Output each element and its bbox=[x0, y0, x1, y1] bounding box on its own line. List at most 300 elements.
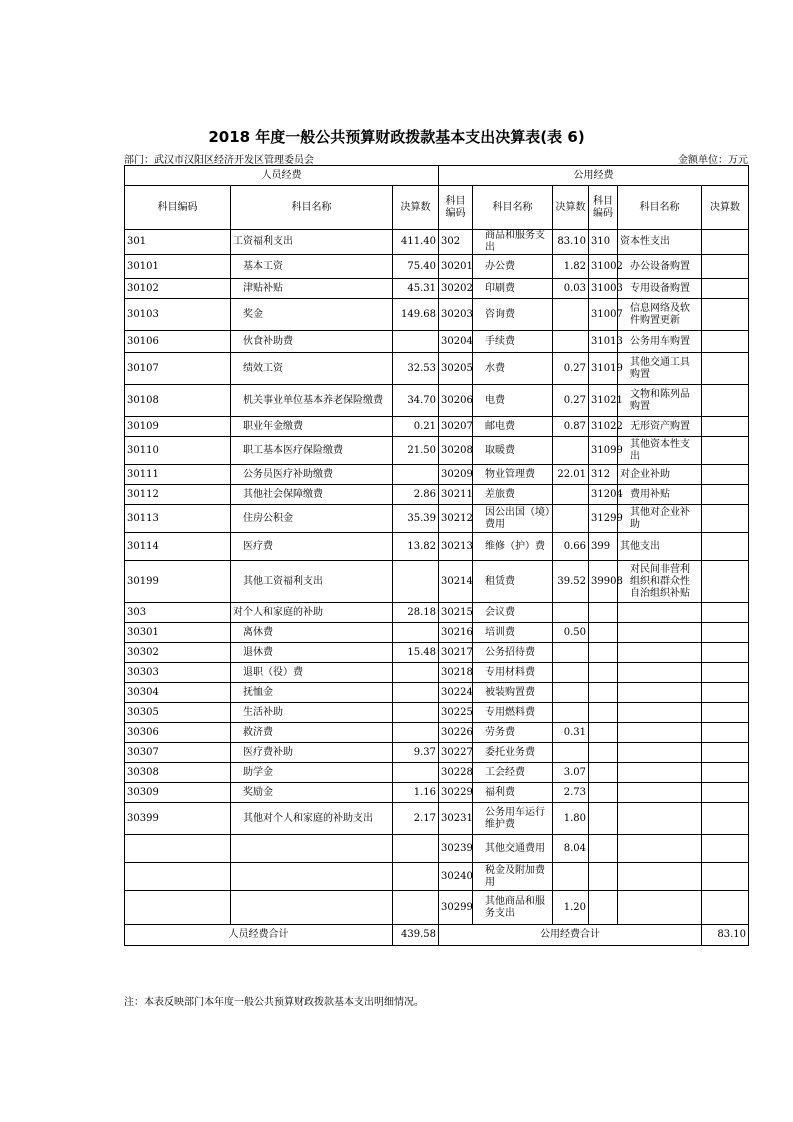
capital-code: 39908 bbox=[589, 561, 618, 603]
public-amount: 0.31 bbox=[553, 723, 589, 743]
personnel-name: 住房公积金 bbox=[231, 505, 393, 533]
public-amount bbox=[553, 603, 589, 623]
personnel-name bbox=[231, 891, 393, 925]
personnel-name: 抚恤金 bbox=[231, 683, 393, 703]
public-amount bbox=[553, 299, 589, 331]
public-name: 被装购置费 bbox=[473, 683, 553, 703]
public-code: 30224 bbox=[439, 683, 473, 703]
public-name: 因公出国（境）费用 bbox=[473, 505, 553, 533]
personnel-name: 奖励金 bbox=[231, 783, 393, 803]
capital-amount bbox=[702, 623, 749, 643]
capital-amount bbox=[702, 353, 749, 385]
public-name: 其他商品和服务支出 bbox=[473, 891, 553, 925]
capital-name: 其他资本性支出 bbox=[618, 437, 702, 465]
public-amount: 0.50 bbox=[553, 623, 589, 643]
personnel-code: 30199 bbox=[125, 561, 231, 603]
table-row bbox=[125, 743, 749, 763]
table-row bbox=[125, 437, 749, 465]
personnel-name: 职业年金缴费 bbox=[231, 417, 393, 437]
header-amount: 决算数 bbox=[393, 186, 439, 230]
public-amount: 3.07 bbox=[553, 763, 589, 783]
capital-name: 公务用车购置 bbox=[618, 331, 702, 353]
public-code: 30240 bbox=[439, 863, 473, 891]
table-row bbox=[125, 835, 749, 863]
capital-code bbox=[589, 783, 618, 803]
personnel-name: 救济费 bbox=[231, 723, 393, 743]
personnel-code: 301 bbox=[125, 230, 231, 255]
personnel-code: 30304 bbox=[125, 683, 231, 703]
capital-code bbox=[589, 743, 618, 763]
personnel-amount: 34.70 bbox=[393, 385, 439, 417]
personnel-amount bbox=[393, 723, 439, 743]
personnel-amount bbox=[393, 331, 439, 353]
capital-name: 文物和陈列品购置 bbox=[618, 385, 702, 417]
public-name: 专用材料费 bbox=[473, 663, 553, 683]
capital-amount bbox=[702, 385, 749, 417]
capital-amount bbox=[702, 299, 749, 331]
personnel-code bbox=[125, 891, 231, 925]
capital-name bbox=[618, 743, 702, 763]
personnel-code: 30107 bbox=[125, 353, 231, 385]
public-amount: 8.04 bbox=[553, 835, 589, 863]
personnel-amount: 2.86 bbox=[393, 485, 439, 505]
personnel-amount: 149.68 bbox=[393, 299, 439, 331]
public-name: 物业管理费 bbox=[473, 465, 553, 485]
capital-amount bbox=[702, 743, 749, 763]
public-code: 30202 bbox=[439, 279, 473, 299]
public-name: 劳务费 bbox=[473, 723, 553, 743]
public-name: 委托业务费 bbox=[473, 743, 553, 763]
table-row bbox=[125, 783, 749, 803]
public-code: 30225 bbox=[439, 703, 473, 723]
personnel-name: 伙食补助费 bbox=[231, 331, 393, 353]
public-amount: 0.27 bbox=[553, 385, 589, 417]
capital-code bbox=[589, 763, 618, 783]
personnel-name: 退休费 bbox=[231, 643, 393, 663]
personnel-amount: 35.39 bbox=[393, 505, 439, 533]
personnel-amount bbox=[393, 863, 439, 891]
personnel-amount: 1.16 bbox=[393, 783, 439, 803]
public-name: 公务用车运行维护费 bbox=[473, 803, 553, 835]
budget-table bbox=[124, 165, 749, 946]
public-code: 30231 bbox=[439, 803, 473, 835]
personnel-code: 30306 bbox=[125, 723, 231, 743]
personnel-code: 303 bbox=[125, 603, 231, 623]
personnel-code: 30106 bbox=[125, 331, 231, 353]
public-code: 302 bbox=[439, 230, 473, 255]
public-amount: 1.80 bbox=[553, 803, 589, 835]
capital-amount bbox=[702, 663, 749, 683]
department-label: 部门：武汉市汉阳区经济开发区管理委员会 bbox=[124, 155, 314, 166]
capital-amount bbox=[702, 561, 749, 603]
public-code: 30214 bbox=[439, 561, 473, 603]
capital-code bbox=[589, 683, 618, 703]
capital-name bbox=[618, 603, 702, 623]
header-code: 科目编码 bbox=[589, 186, 618, 230]
public-code: 30229 bbox=[439, 783, 473, 803]
personnel-code: 30309 bbox=[125, 783, 231, 803]
public-code: 30227 bbox=[439, 743, 473, 763]
public-name: 电费 bbox=[473, 385, 553, 417]
public-name: 公务招待费 bbox=[473, 643, 553, 663]
personnel-total-value: 439.58 bbox=[393, 925, 439, 946]
personnel-code: 30303 bbox=[125, 663, 231, 683]
personnel-name: 对个人和家庭的补助 bbox=[231, 603, 393, 623]
capital-code: 31002 bbox=[589, 255, 618, 279]
capital-amount bbox=[702, 803, 749, 835]
capital-amount bbox=[702, 465, 749, 485]
public-header: 公用经费 bbox=[439, 166, 749, 186]
capital-code: 31019 bbox=[589, 353, 618, 385]
table-row bbox=[125, 505, 749, 533]
capital-name bbox=[618, 835, 702, 863]
capital-name: 其他交通工具购置 bbox=[618, 353, 702, 385]
capital-amount bbox=[702, 723, 749, 743]
unit-label: 金额单位：万元 bbox=[678, 155, 748, 166]
capital-name: 信息网络及软件购置更新 bbox=[618, 299, 702, 331]
public-amount: 0.87 bbox=[553, 417, 589, 437]
personnel-name: 基本工资 bbox=[231, 255, 393, 279]
public-amount bbox=[553, 703, 589, 723]
capital-name: 其他支出 bbox=[618, 533, 702, 561]
public-code: 30217 bbox=[439, 643, 473, 663]
personnel-code: 30110 bbox=[125, 437, 231, 465]
personnel-amount: 45.31 bbox=[393, 279, 439, 299]
table-row bbox=[125, 485, 749, 505]
personnel-code: 30108 bbox=[125, 385, 231, 417]
personnel-code bbox=[125, 835, 231, 863]
public-code: 30208 bbox=[439, 437, 473, 465]
personnel-total-label: 人员经费合计 bbox=[125, 925, 393, 946]
footnote: 注：本表反映部门本年度一般公共预算财政拨款基本支出明细情况。 bbox=[124, 997, 424, 1008]
public-name: 手续费 bbox=[473, 331, 553, 353]
capital-amount bbox=[702, 437, 749, 465]
public-name: 印刷费 bbox=[473, 279, 553, 299]
public-code: 30201 bbox=[439, 255, 473, 279]
personnel-code: 30307 bbox=[125, 743, 231, 763]
capital-code: 31007 bbox=[589, 299, 618, 331]
public-name: 工会经费 bbox=[473, 763, 553, 783]
public-code: 30212 bbox=[439, 505, 473, 533]
capital-name bbox=[618, 723, 702, 743]
personnel-name: 机关事业单位基本养老保险缴费 bbox=[231, 385, 393, 417]
public-amount: 2.73 bbox=[553, 783, 589, 803]
capital-code: 310 bbox=[589, 230, 618, 255]
public-amount bbox=[553, 437, 589, 465]
capital-code: 31003 bbox=[589, 279, 618, 299]
table-row bbox=[125, 603, 749, 623]
personnel-code: 30305 bbox=[125, 703, 231, 723]
public-amount bbox=[553, 743, 589, 763]
table-row bbox=[125, 533, 749, 561]
capital-code: 31099 bbox=[589, 437, 618, 465]
public-code: 30209 bbox=[439, 465, 473, 485]
public-name: 租赁费 bbox=[473, 561, 553, 603]
personnel-header: 人员经费 bbox=[125, 166, 439, 186]
personnel-code: 30112 bbox=[125, 485, 231, 505]
personnel-name: 医疗费补助 bbox=[231, 743, 393, 763]
table-row bbox=[125, 663, 749, 683]
public-name: 福利费 bbox=[473, 783, 553, 803]
capital-name: 办公设备购置 bbox=[618, 255, 702, 279]
personnel-amount: 411.40 bbox=[393, 230, 439, 255]
table-row bbox=[125, 255, 749, 279]
capital-name: 对企业补助 bbox=[618, 465, 702, 485]
capital-amount bbox=[702, 279, 749, 299]
public-amount: 39.52 bbox=[553, 561, 589, 603]
table-row bbox=[125, 299, 749, 331]
capital-amount bbox=[702, 230, 749, 255]
personnel-code: 30302 bbox=[125, 643, 231, 663]
personnel-amount bbox=[393, 891, 439, 925]
capital-name bbox=[618, 643, 702, 663]
capital-code bbox=[589, 663, 618, 683]
public-total-label: 公用经费合计 bbox=[439, 925, 702, 946]
capital-code: 31204 bbox=[589, 485, 618, 505]
personnel-name: 津贴补贴 bbox=[231, 279, 393, 299]
totals-row bbox=[125, 925, 749, 946]
capital-name: 资本性支出 bbox=[618, 230, 702, 255]
capital-amount bbox=[702, 835, 749, 863]
capital-name bbox=[618, 783, 702, 803]
capital-code bbox=[589, 623, 618, 643]
capital-amount bbox=[702, 603, 749, 623]
capital-name: 费用补贴 bbox=[618, 485, 702, 505]
public-name: 维修（护）费 bbox=[473, 533, 553, 561]
public-name: 取暖费 bbox=[473, 437, 553, 465]
capital-amount bbox=[702, 643, 749, 663]
public-amount: 22.01 bbox=[553, 465, 589, 485]
header-code: 科目编码 bbox=[125, 186, 231, 230]
capital-name bbox=[618, 663, 702, 683]
public-amount: 0.27 bbox=[553, 353, 589, 385]
personnel-amount: 13.82 bbox=[393, 533, 439, 561]
table-row bbox=[125, 763, 749, 783]
table-row bbox=[125, 279, 749, 299]
public-amount bbox=[553, 683, 589, 703]
personnel-name: 医疗费 bbox=[231, 533, 393, 561]
capital-code bbox=[589, 863, 618, 891]
header-name: 科目名称 bbox=[618, 186, 702, 230]
personnel-code: 30102 bbox=[125, 279, 231, 299]
capital-amount bbox=[702, 683, 749, 703]
public-name: 商品和服务支出 bbox=[473, 230, 553, 255]
public-amount bbox=[553, 863, 589, 891]
capital-name bbox=[618, 763, 702, 783]
capital-code: 31299 bbox=[589, 505, 618, 533]
public-name: 差旅费 bbox=[473, 485, 553, 505]
personnel-amount bbox=[393, 663, 439, 683]
public-amount: 1.82 bbox=[553, 255, 589, 279]
personnel-name: 绩效工资 bbox=[231, 353, 393, 385]
public-code: 30213 bbox=[439, 533, 473, 561]
capital-code bbox=[589, 703, 618, 723]
capital-name bbox=[618, 803, 702, 835]
personnel-amount bbox=[393, 465, 439, 485]
table-row bbox=[125, 723, 749, 743]
capital-code: 31013 bbox=[589, 331, 618, 353]
capital-code bbox=[589, 891, 618, 925]
public-name: 咨询费 bbox=[473, 299, 553, 331]
personnel-name: 奖金 bbox=[231, 299, 393, 331]
table-row bbox=[125, 561, 749, 603]
capital-amount bbox=[702, 505, 749, 533]
capital-name bbox=[618, 891, 702, 925]
capital-amount bbox=[702, 783, 749, 803]
capital-name bbox=[618, 863, 702, 891]
public-code: 30216 bbox=[439, 623, 473, 643]
personnel-name: 其他对个人和家庭的补助支出 bbox=[231, 803, 393, 835]
personnel-name: 其他工资福利支出 bbox=[231, 561, 393, 603]
personnel-name: 离休费 bbox=[231, 623, 393, 643]
table-row bbox=[125, 353, 749, 385]
table-row bbox=[125, 623, 749, 643]
capital-amount bbox=[702, 891, 749, 925]
capital-name bbox=[618, 623, 702, 643]
personnel-amount: 9.37 bbox=[393, 743, 439, 763]
public-name: 邮电费 bbox=[473, 417, 553, 437]
capital-code: 312 bbox=[589, 465, 618, 485]
public-code: 30205 bbox=[439, 353, 473, 385]
public-name: 专用燃料费 bbox=[473, 703, 553, 723]
header-code: 科目编码 bbox=[439, 186, 473, 230]
header-name: 科目名称 bbox=[473, 186, 553, 230]
public-amount: 0.66 bbox=[553, 533, 589, 561]
personnel-code: 30113 bbox=[125, 505, 231, 533]
capital-amount bbox=[702, 703, 749, 723]
public-code: 30203 bbox=[439, 299, 473, 331]
personnel-name bbox=[231, 863, 393, 891]
personnel-amount: 21.50 bbox=[393, 437, 439, 465]
public-amount: 1.20 bbox=[553, 891, 589, 925]
personnel-name: 职工基本医疗保险缴费 bbox=[231, 437, 393, 465]
personnel-amount: 32.53 bbox=[393, 353, 439, 385]
public-name: 其他交通费用 bbox=[473, 835, 553, 863]
capital-name: 无形资产购置 bbox=[618, 417, 702, 437]
capital-code: 31021 bbox=[589, 385, 618, 417]
capital-name bbox=[618, 703, 702, 723]
public-code: 30211 bbox=[439, 485, 473, 505]
capital-name: 对民间非营利组织和群众性自治组织补贴 bbox=[618, 561, 702, 603]
public-code: 30226 bbox=[439, 723, 473, 743]
public-code: 30207 bbox=[439, 417, 473, 437]
table-row bbox=[125, 863, 749, 891]
public-amount bbox=[553, 643, 589, 663]
public-amount bbox=[553, 485, 589, 505]
personnel-amount bbox=[393, 835, 439, 863]
public-code: 30239 bbox=[439, 835, 473, 863]
column-header-row bbox=[125, 186, 749, 230]
personnel-code: 30109 bbox=[125, 417, 231, 437]
public-amount: 83.10 bbox=[553, 230, 589, 255]
public-code: 30228 bbox=[439, 763, 473, 783]
personnel-amount bbox=[393, 703, 439, 723]
table-row bbox=[125, 803, 749, 835]
capital-amount bbox=[702, 485, 749, 505]
capital-amount bbox=[702, 255, 749, 279]
public-code: 30299 bbox=[439, 891, 473, 925]
personnel-name bbox=[231, 835, 393, 863]
table-row bbox=[125, 891, 749, 925]
capital-code bbox=[589, 803, 618, 835]
public-name: 培训费 bbox=[473, 623, 553, 643]
capital-code: 399 bbox=[589, 533, 618, 561]
table-title: 2018 年度一般公共预算财政拨款基本支出决算表(表 6) bbox=[208, 128, 585, 146]
personnel-code: 30114 bbox=[125, 533, 231, 561]
public-code: 30204 bbox=[439, 331, 473, 353]
personnel-name: 助学金 bbox=[231, 763, 393, 783]
table-row bbox=[125, 331, 749, 353]
personnel-code: 30399 bbox=[125, 803, 231, 835]
capital-amount bbox=[702, 863, 749, 891]
public-name: 水费 bbox=[473, 353, 553, 385]
capital-name: 其他对企业补助 bbox=[618, 505, 702, 533]
personnel-name: 其他社会保障缴费 bbox=[231, 485, 393, 505]
personnel-name: 生活补助 bbox=[231, 703, 393, 723]
public-total-value: 83.10 bbox=[702, 925, 749, 946]
capital-amount bbox=[702, 331, 749, 353]
table-row bbox=[125, 385, 749, 417]
personnel-amount: 2.17 bbox=[393, 803, 439, 835]
capital-code bbox=[589, 643, 618, 663]
public-name: 办公费 bbox=[473, 255, 553, 279]
personnel-amount: 75.40 bbox=[393, 255, 439, 279]
personnel-amount: 28.18 bbox=[393, 603, 439, 623]
personnel-amount: 0.21 bbox=[393, 417, 439, 437]
capital-name: 专用设备购置 bbox=[618, 279, 702, 299]
capital-amount bbox=[702, 763, 749, 783]
personnel-code: 30111 bbox=[125, 465, 231, 485]
personnel-code: 30103 bbox=[125, 299, 231, 331]
public-code: 30218 bbox=[439, 663, 473, 683]
public-amount: 0.03 bbox=[553, 279, 589, 299]
personnel-code: 30308 bbox=[125, 763, 231, 783]
personnel-code: 30101 bbox=[125, 255, 231, 279]
public-name: 税金及附加费用 bbox=[473, 863, 553, 891]
capital-name bbox=[618, 683, 702, 703]
table-row bbox=[125, 230, 749, 255]
capital-amount bbox=[702, 533, 749, 561]
personnel-code bbox=[125, 863, 231, 891]
table-row bbox=[125, 643, 749, 663]
public-amount bbox=[553, 331, 589, 353]
header-amount: 决算数 bbox=[702, 186, 749, 230]
personnel-amount bbox=[393, 623, 439, 643]
personnel-code: 30301 bbox=[125, 623, 231, 643]
table-row bbox=[125, 465, 749, 485]
table-row bbox=[125, 683, 749, 703]
public-name: 会议费 bbox=[473, 603, 553, 623]
capital-code: 31022 bbox=[589, 417, 618, 437]
table-row bbox=[125, 703, 749, 723]
public-code: 30215 bbox=[439, 603, 473, 623]
personnel-name: 工资福利支出 bbox=[231, 230, 393, 255]
group-header-row bbox=[125, 166, 749, 186]
public-amount bbox=[553, 505, 589, 533]
header-name: 科目名称 bbox=[231, 186, 393, 230]
personnel-name: 退职（役）费 bbox=[231, 663, 393, 683]
personnel-name: 公务员医疗补助缴费 bbox=[231, 465, 393, 485]
header-amount: 决算数 bbox=[553, 186, 589, 230]
capital-code bbox=[589, 603, 618, 623]
capital-code bbox=[589, 835, 618, 863]
personnel-amount bbox=[393, 561, 439, 603]
personnel-amount: 15.48 bbox=[393, 643, 439, 663]
public-code: 30206 bbox=[439, 385, 473, 417]
table-row bbox=[125, 417, 749, 437]
capital-code bbox=[589, 723, 618, 743]
public-amount bbox=[553, 663, 589, 683]
